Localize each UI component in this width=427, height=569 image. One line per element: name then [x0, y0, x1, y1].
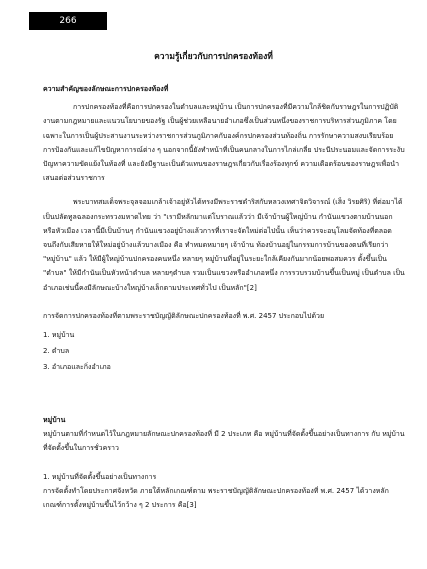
- paragraph-village-types: หมู่บ้านตามที่กำหนดไว้ในกฎหมายลักษณะปกครองท้องที่ มี 2 ประเภท คือ หมู่บ้านที่จัดตั้งขึ้นอย่างเป็นทางการ กับ หมู่บ้านที่จัดตั้งขึ้นในการชั่วคราว: [43, 430, 405, 453]
- list-item: 3. อำเภอและกิ่งอำเภอ: [43, 363, 111, 372]
- page-number: 266: [59, 16, 77, 26]
- page-title: ความรู้เกี่ยวกับการปกครองท้องที่: [154, 52, 273, 62]
- document-body: [43, 82, 405, 512]
- paragraph-importance: การปกครองท้องที่คือการปกครองในตำบลและหมู่บ้าน เป็นการปกครองที่มีความใกล้ชิดกับราษฎรในการปฏิบัติงานตามกฎหมายและแนวนโยบายของรัฐ เป็นผู้ช่วยเหลือนายอำเภอซึ่งเป็นส่วนหนึ่งของราชการบริหารส่วนภูมิภาค โดยเฉพาะในการเป็นผู้ประสานงานระหว่างราชการส่วนภูมิภาคกับองค์กรปกครองส่วนท้องถิ่น การรักษาความสงบเรียบร้อย การป้องกันและแก้ไขปัญหาการณ์ต่าง ๆ นอกจากนี้ยังทำหน้าที่เป็นคนกลางในการไกล่เกลี่ย ประนีประนอมและจัดการระงับปัญหาความขัดแย้งในท้องที่ และยังมีฐานะเป็นตัวแทนของราษฎรเกี่ยวกับเรื่องร้องทุกข์ ความเดือดร้อนของราษฎรเพื่อนำเสนอต่อส่วนราชการ: [43, 103, 405, 183]
- paragraph-official-village: การจัดตั้งทำโดยประกาศจังหวัด ภายใต้หลักเกณฑ์ตาม พระราชบัญญัติลักษณะปกครองท้องที่ พ.ศ. 2457 ได้วางหลักเกณฑ์การตั้งหมู่บ้านขึ้นไว้กว้าง ๆ 2 ประการ คือ[3]: [43, 486, 389, 510]
- paragraph-royal-remark: พระบาทสมเด็จพระจุลจอมเกล้าเจ้าอยู่หัวได้ทรงมีพระราชดำริสกับหลวงเทศาจิตวิจารณ์ (เส็ง วิรยศิริ) ที่ต่อมาได้เป็นปลัดทูลฉลองกระทรวงมหาดไทย ว่า "เรามีหลักมาแต่โบราณแล้วว่า มีเจ้าบ้านผู้ใหญ่บ้าน กำนันแขวงตามบ้านนอกหรือหัวเมือง เวลานี้มีเป็นบ้านๆ กำนันแขวงอยู่บ้างแล้วการที่เราจะจัดใหม่ต่อไปนั้น เห็นว่าควรจะอนุโลมจัดท้องที่ตลอดจนถึงกับเสียหายให้ใหม่อยู่บ้างแล้วบางเมือง คือ ทำหมดหมายๆ เจ้าบ้าน ท้องบ้านอยู่ในกรรมการบ้านของตนที่เรียกว่า "หมู่บ้าน" แล้ว ให้มีผู้ใหญ่บ้านปกครองคนหนึ่ง หลายๆ หมู่บ้านที่อยู่ในระยะใกล้เคียงกันมากน้อยพอสมควร ตั้งขึ้นเป็น "ตำบล" ให้มีกำนันเป็นหัวหน้าตำบล หลายๆตำบล รวมเป็นแขวงหรืออำเภอหนึ่ง การรวบรวมบ้านขึ้นเป็นหมู่ เป็นตำบล เป็นอำเภอเช่นนี้คงมีลักษณะบ้างใหญ่บ้างเล็กตามประเทศทั่วไป เป็นหลัก"[2]: [43, 198, 405, 292]
- page-number-badge: [29, 12, 107, 30]
- list-intro: การจัดการปกครองท้องที่ตามพระราชบัญญัติลักษณะปกครองท้องที่ พ.ศ. 2457 ประกอบไปด้วย: [43, 311, 325, 320]
- administration-list: [43, 327, 405, 375]
- list-item: 1. หมู่บ้าน: [43, 331, 75, 340]
- list-item: 2. ตำบล: [43, 347, 70, 356]
- sub-heading-official-village: 1. หมู่บ้านที่จัดตั้งขึ้นอย่างเป็นทางการ: [43, 472, 157, 481]
- section-heading-importance: ความสำคัญของลักษณะการปกครองท้องที่: [43, 85, 169, 93]
- section-heading-village: หมู่บ้าน: [43, 416, 66, 425]
